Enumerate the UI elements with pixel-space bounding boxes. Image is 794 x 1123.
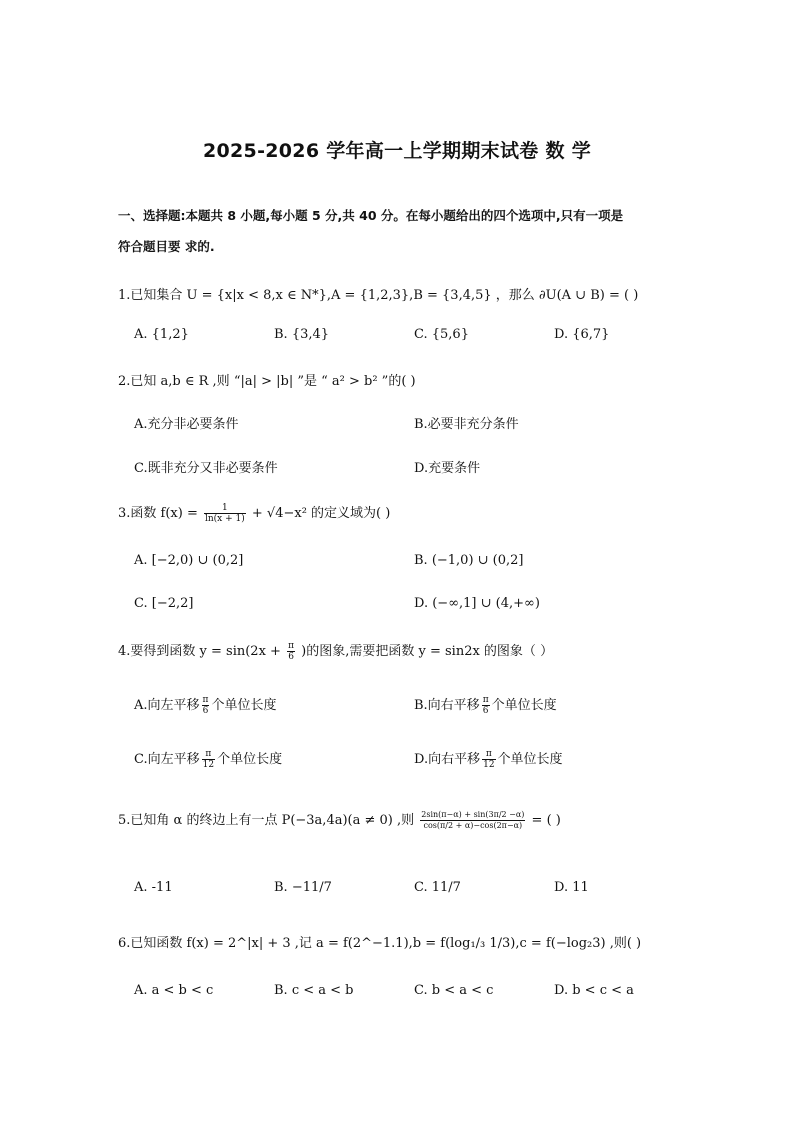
question-5-stem-suffix: = ( ) — [531, 813, 561, 828]
question-3-stem-suffix: + √4−x² 的定义域为( ) — [251, 506, 391, 521]
question-4-stem — [118, 640, 698, 662]
question-4-option-b-tail: 个单位长度 — [491, 698, 557, 713]
section-header-line2: 符合题目要 求的. — [118, 239, 215, 254]
question-6-stem: 6.已知函数 f(x) = 2^|x| + 3 ,记 a = f(2^−1.1),b = f(log₁/₃ 1/3),c = f(−log₂3) ,则( ) — [118, 936, 642, 951]
question-1-option-b[interactable]: B. {3,4} — [274, 327, 330, 342]
question-5-option-a[interactable]: A. -11 — [134, 880, 173, 895]
question-3-option-b[interactable]: B. (−1,0) ∪ (0,2] — [414, 553, 524, 568]
question-4-option-c[interactable] — [134, 748, 282, 770]
question-3-fraction — [204, 503, 246, 524]
question-4-stem-suffix: )的图象,需要把函数 y = sin2x 的图象（ ） — [301, 644, 554, 659]
question-2-stem: 2.已知 a,b ∈ R ,则 “|a| > |b| ”是 “ a² > b² ”的( ) — [118, 374, 416, 389]
question-4-option-a-den: 6 — [202, 706, 209, 716]
question-2-option-b[interactable]: B.必要非充分条件 — [414, 417, 519, 432]
question-4-option-a-tail: 个单位长度 — [211, 698, 277, 713]
question-4-fraction — [287, 641, 295, 662]
question-4-option-b-text: B.向右平移 — [414, 698, 480, 713]
question-4-option-d-fraction — [482, 749, 495, 770]
question-4-option-c-fraction — [202, 749, 215, 770]
question-4-option-d-den: 12 — [483, 760, 495, 770]
question-6-option-a[interactable]: A. a < b < c — [134, 983, 214, 998]
question-5-stem-prefix: 5.已知角 α 的终边上有一点 P(−3a,4a)(a ≠ 0) ,则 — [118, 813, 415, 828]
question-2-option-c[interactable]: C.既非充分又非必要条件 — [134, 461, 278, 476]
question-1-option-a[interactable]: A. {1,2} — [134, 327, 189, 342]
question-4-option-b-den: 6 — [482, 706, 489, 716]
question-4-option-a[interactable] — [134, 694, 276, 716]
question-6-option-b[interactable]: B. c < a < b — [274, 983, 354, 998]
question-5-fraction — [420, 810, 525, 831]
question-2-option-d[interactable]: D.充要条件 — [414, 461, 481, 476]
question-4-option-b-num: π — [482, 695, 489, 705]
question-4-option-c-tail: 个单位长度 — [217, 752, 283, 767]
question-3-stem — [118, 502, 698, 524]
question-4-option-b-fraction — [482, 695, 490, 716]
question-4-option-c-num: π — [202, 749, 215, 760]
question-4-fraction-den: 6 — [288, 652, 294, 662]
question-4-option-b[interactable] — [414, 694, 557, 716]
question-4-option-a-text: A.向左平移 — [134, 698, 200, 713]
question-4-option-a-fraction — [202, 695, 210, 716]
question-4-stem-prefix: 4.要得到函数 y = sin(2x + — [118, 644, 281, 659]
question-2-option-a[interactable]: A.充分非必要条件 — [134, 417, 239, 432]
question-5-stem — [118, 809, 698, 831]
question-3-option-c[interactable]: C. [−2,2] — [134, 596, 194, 611]
page-title: 2025-2026 学年高一上学期期末试卷 数 学 — [203, 140, 591, 162]
question-4-fraction-num: π — [288, 641, 295, 651]
question-5-fraction-num: 2sin(π−α) + sin(3π/2 −α) — [421, 810, 525, 819]
question-3-fraction-num: 1 — [204, 503, 246, 514]
question-1-stem: 1.已知集合 U = {x|x < 8,x ∈ N*},A = {1,2,3},B = {3,4,5} ，那么 ∂U(A ∪ B) = ( ) — [118, 288, 639, 303]
question-1-option-c[interactable]: C. {5,6} — [414, 327, 469, 342]
question-3-option-d[interactable]: D. (−∞,1] ∪ (4,+∞) — [414, 596, 540, 611]
question-4-option-d-tail: 个单位长度 — [497, 752, 563, 767]
question-5-option-b[interactable]: B. −11/7 — [274, 880, 332, 895]
question-3-stem-prefix: 3.函数 f(x) = — [118, 506, 198, 521]
question-4-option-a-num: π — [202, 695, 209, 705]
question-1-option-d[interactable]: D. {6,7} — [554, 327, 610, 342]
section-header-line1: 一、选择题:本题共 8 小题,每小题 5 分,共 40 分。在每小题给出的四个选项中,只有一项是 — [118, 208, 624, 223]
question-4-option-d-text: D.向右平移 — [414, 752, 481, 767]
question-5-option-d[interactable]: D. 11 — [554, 880, 589, 895]
question-4-option-c-den: 12 — [202, 760, 215, 770]
question-6-option-d[interactable]: D. b < c < a — [554, 983, 634, 998]
question-4-option-d[interactable] — [414, 748, 563, 770]
question-5-option-c[interactable]: C. 11/7 — [414, 880, 461, 895]
question-3-option-a[interactable]: A. [−2,0) ∪ (0,2] — [134, 553, 244, 568]
question-5-fraction-den: cos(π/2 + α)−cos(2π−α) — [423, 821, 523, 830]
section-header — [118, 200, 678, 262]
question-4-option-d-num: π — [482, 749, 495, 760]
question-3-fraction-den: ln(x + 1) — [205, 514, 245, 524]
question-4-option-c-text: C.向左平移 — [134, 752, 200, 767]
question-6-option-c[interactable]: C. b < a < c — [414, 983, 494, 998]
